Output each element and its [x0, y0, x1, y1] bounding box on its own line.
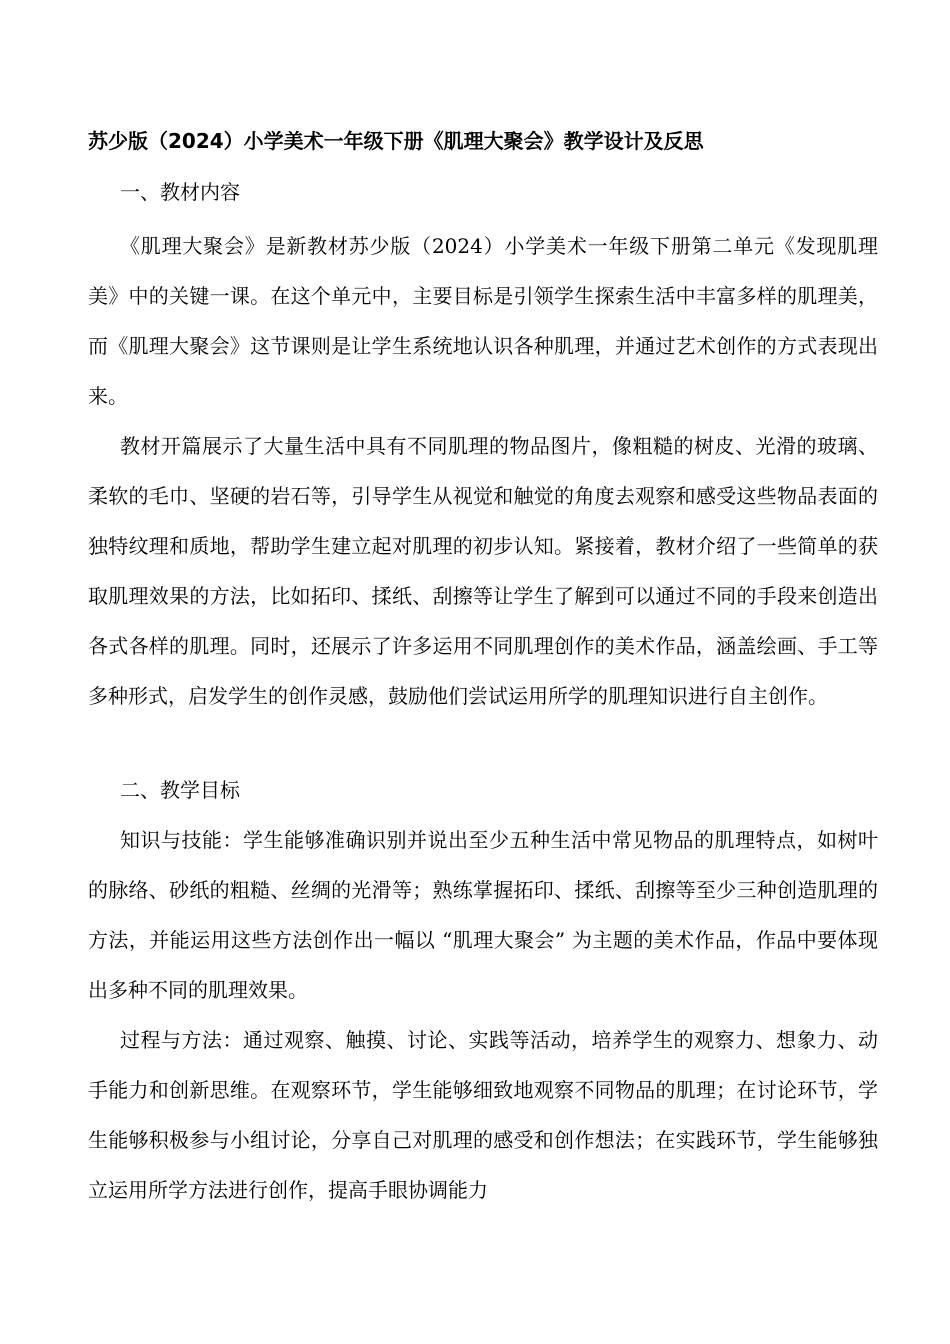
- paragraph-3: 知识与技能：学生能够准确识别并说出至少五种生活中常见物品的肌理特点，如树叶的脉络、砂纸的粗糙、丝绸的光滑等；熟练掌握拓印、揉纸、刮擦等至少三种创造肌理的方法，并能运用这些方法创作出一幅以 “肌理大聚会” 为主题的美术作品，作品中要体现出多种不同的肌理效果。: [88, 828, 878, 1002]
- section-heading-1: 一、教材内容: [120, 180, 240, 204]
- paragraph-1: 《肌理大聚会》是新教材苏少版（2024）小学美术一年级下册第二单元《发现肌理美》中的关键一课。在这个单元中，主要目标是引领学生探索生活中丰富多样的肌理美，而《肌理大聚会》这节课则是让学生系统地认识各种肌理，并通过艺术创作的方式表现出来。: [88, 234, 878, 408]
- paragraph-2: 教材开篇展示了大量生活中具有不同肌理的物品图片，像粗糙的树皮、光滑的玻璃、柔软的毛巾、坚硬的岩石等，引导学生从视觉和触觉的角度去观察和感受这些物品表面的独特纹理和质地，帮助学生建立起对肌理的初步认知。紧接着，教材介绍了一些简单的获取肌理效果的方法，比如拓印、揉纸、刮擦等让学生了解到可以通过不同的手段来创造出各式各样的肌理。同时，还展示了许多运用不同肌理创作的美术作品，涵盖绘画、手工等多种形式，启发学生的创作灵感，鼓励他们尝试运用所学的肌理知识进行自主创作。: [88, 434, 878, 708]
- paragraph-4: 过程与方法：通过观察、触摸、讨论、实践等活动，培养学生的观察力、想象力、动手能力和创新思维。在观察环节，学生能够细致地观察不同物品的肌理；在讨论环节，学生能够积极参与小组讨论，分享自己对肌理的感受和创作想法；在实践环节，学生能够独立运用所学方法进行创作，提高手眼协调能力: [88, 1028, 878, 1202]
- section-heading-2: 二、教学目标: [120, 778, 240, 802]
- document-title: 苏少版（2024）小学美术一年级下册《肌理大聚会》教学设计及反思: [88, 129, 704, 153]
